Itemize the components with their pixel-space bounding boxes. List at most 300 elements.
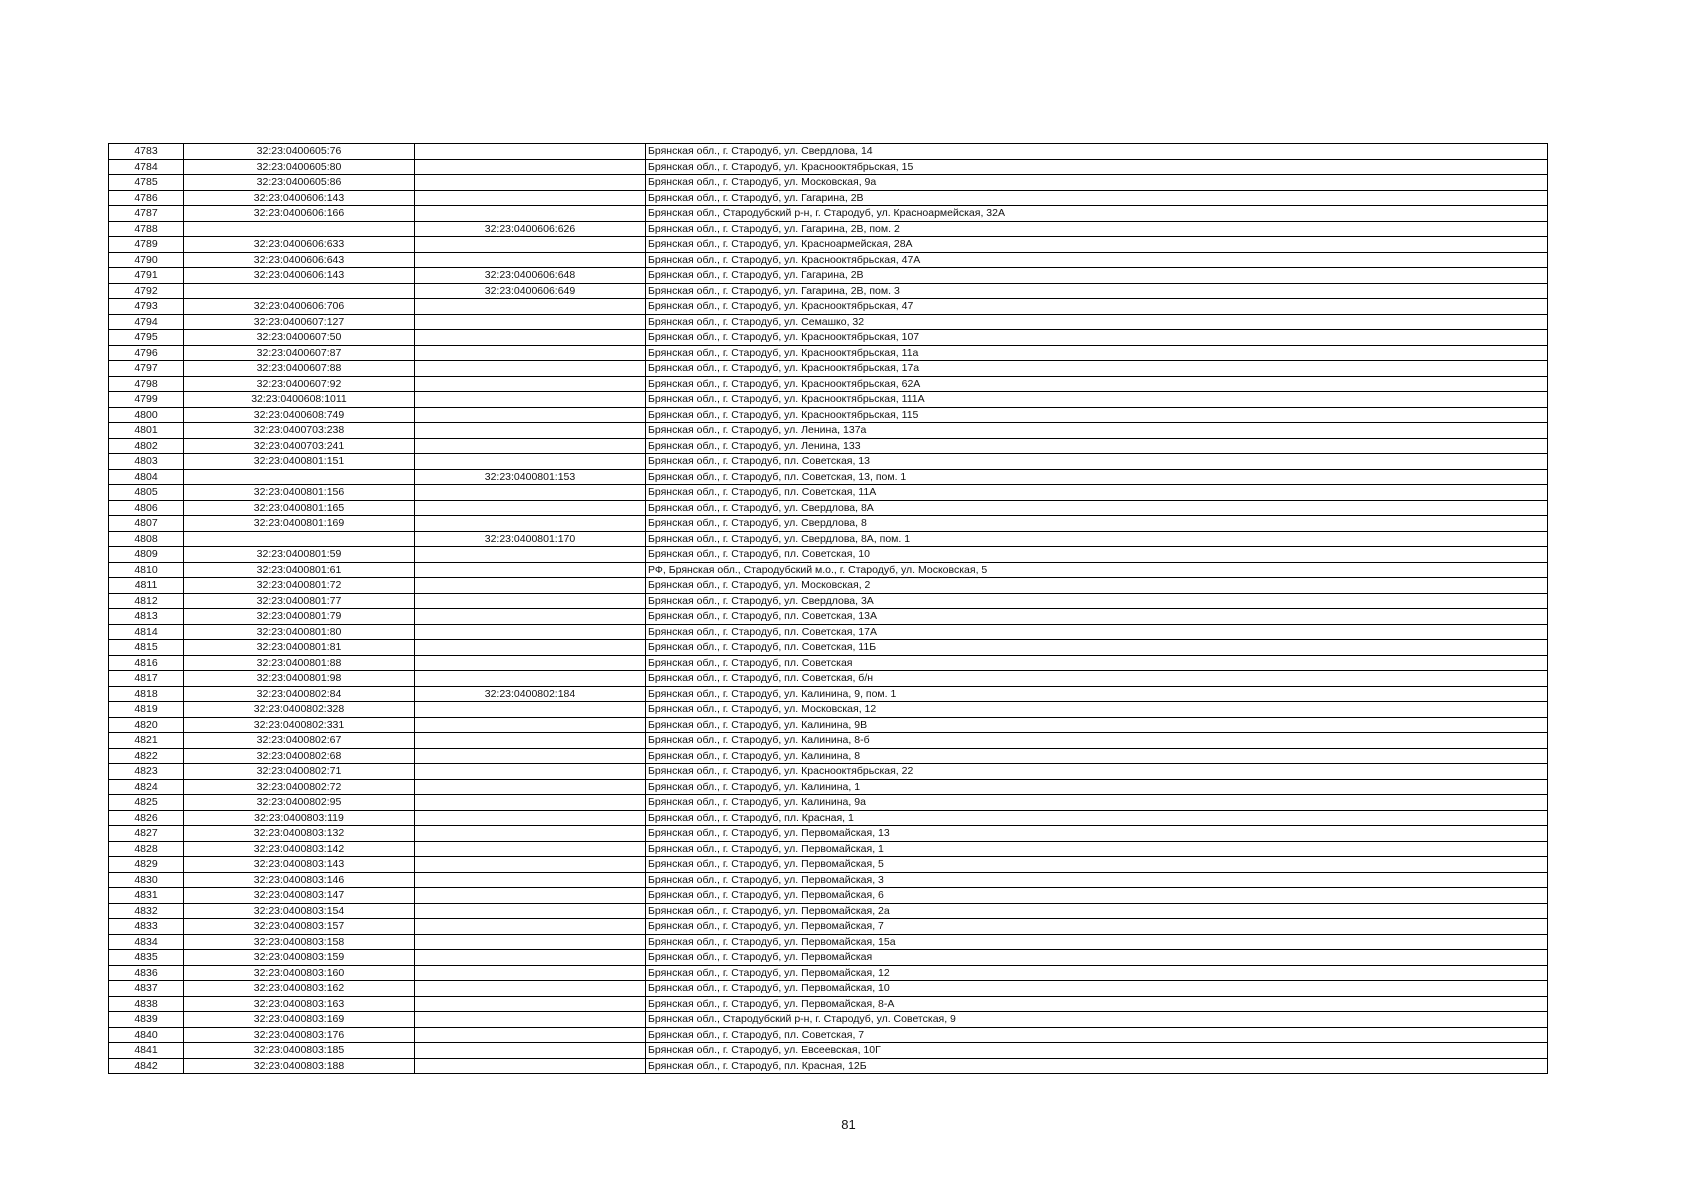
row-number-cell: 4834 — [109, 934, 184, 950]
address-cell: Брянская обл., г. Стародуб, ул. Красноармейская, 28А — [646, 237, 1548, 253]
row-number-cell: 4824 — [109, 779, 184, 795]
premises-cadastral-number-cell — [415, 748, 646, 764]
table-row — [109, 516, 1548, 532]
address-cell: Брянская обл., г. Стародуб, ул. Первомайская, 2а — [646, 903, 1548, 919]
row-number-cell: 4818 — [109, 686, 184, 702]
row-number-cell: 4840 — [109, 1027, 184, 1043]
premises-cadastral-number-cell — [415, 826, 646, 842]
premises-cadastral-number-cell — [415, 1012, 646, 1028]
premises-cadastral-number-cell — [415, 717, 646, 733]
cadastral-number-cell: 32:23:0400803:163 — [184, 996, 415, 1012]
address-cell: Брянская обл., г. Стародуб, ул. Свердлова, 8А, пом. 1 — [646, 531, 1548, 547]
table-row — [109, 454, 1548, 470]
cadastral-number-cell: 32:23:0400607:87 — [184, 345, 415, 361]
table-row — [109, 624, 1548, 640]
row-number-cell: 4808 — [109, 531, 184, 547]
row-number-cell: 4791 — [109, 268, 184, 284]
cadastral-number-cell: 32:23:0400605:76 — [184, 144, 415, 160]
address-cell: Брянская обл., г. Стародуб, ул. Краснооктябрьская, 115 — [646, 407, 1548, 423]
table-row — [109, 469, 1548, 485]
table-row — [109, 361, 1548, 377]
address-cell: Брянская обл., г. Стародуб, ул. Калинина, 9В — [646, 717, 1548, 733]
cadastral-number-cell: 32:23:0400802:331 — [184, 717, 415, 733]
premises-cadastral-number-cell — [415, 407, 646, 423]
table-row — [109, 500, 1548, 516]
row-number-cell: 4839 — [109, 1012, 184, 1028]
row-number-cell: 4794 — [109, 314, 184, 330]
table-row — [109, 655, 1548, 671]
premises-cadastral-number-cell — [415, 702, 646, 718]
address-cell: Брянская обл., г. Стародуб, ул. Краснооктябрьская, 47А — [646, 252, 1548, 268]
row-number-cell: 4820 — [109, 717, 184, 733]
address-cell: Брянская обл., г. Стародуб, ул. Московская, 9а — [646, 175, 1548, 191]
address-cell: Брянская обл., г. Стародуб, ул. Первомайская, 3 — [646, 872, 1548, 888]
premises-cadastral-number-cell — [415, 655, 646, 671]
premises-cadastral-number-cell — [415, 392, 646, 408]
cadastral-number-cell: 32:23:0400803:143 — [184, 857, 415, 873]
address-cell: Брянская обл., г. Стародуб, ул. Гагарина, 2В, пом. 3 — [646, 283, 1548, 299]
table-row — [109, 190, 1548, 206]
row-number-cell: 4783 — [109, 144, 184, 160]
address-cell: Брянская обл., г. Стародуб, пл. Советская, 13, пом. 1 — [646, 469, 1548, 485]
table-row — [109, 392, 1548, 408]
cadastral-number-cell: 32:23:0400606:633 — [184, 237, 415, 253]
premises-cadastral-number-cell — [415, 965, 646, 981]
table-row — [109, 252, 1548, 268]
table-row — [109, 593, 1548, 609]
address-cell: Брянская обл., г. Стародуб, ул. Гагарина, 2В — [646, 268, 1548, 284]
premises-cadastral-number-cell — [415, 841, 646, 857]
row-number-cell: 4822 — [109, 748, 184, 764]
premises-cadastral-number-cell — [415, 330, 646, 346]
address-cell: Брянская обл., г. Стародуб, ул. Первомайская, 1 — [646, 841, 1548, 857]
table-row — [109, 841, 1548, 857]
table-row — [109, 438, 1548, 454]
cadastral-number-cell: 32:23:0400803:158 — [184, 934, 415, 950]
premises-cadastral-number-cell — [415, 640, 646, 656]
cadastral-number-cell: 32:23:0400606:643 — [184, 252, 415, 268]
cadastral-number-cell: 32:23:0400803:132 — [184, 826, 415, 842]
premises-cadastral-number-cell: 32:23:0400606:648 — [415, 268, 646, 284]
address-cell: РФ, Брянская обл., Стародубский м.о., г. Стародуб, ул. Московская, 5 — [646, 562, 1548, 578]
cadastral-number-cell: 32:23:0400802:72 — [184, 779, 415, 795]
address-cell: Брянская обл., г. Стародуб, пл. Советская — [646, 655, 1548, 671]
cadastral-number-cell: 32:23:0400802:71 — [184, 764, 415, 780]
cadastral-number-cell: 32:23:0400802:67 — [184, 733, 415, 749]
table-row — [109, 810, 1548, 826]
address-cell: Брянская обл., г. Стародуб, ул. Свердлова, 8 — [646, 516, 1548, 532]
row-number-cell: 4789 — [109, 237, 184, 253]
row-number-cell: 4825 — [109, 795, 184, 811]
address-cell: Брянская обл., г. Стародуб, пл. Советская, 13 — [646, 454, 1548, 470]
cadastral-number-cell — [184, 469, 415, 485]
row-number-cell: 4802 — [109, 438, 184, 454]
row-number-cell: 4798 — [109, 376, 184, 392]
cadastral-number-cell: 32:23:0400608:1011 — [184, 392, 415, 408]
table-row — [109, 609, 1548, 625]
row-number-cell: 4792 — [109, 283, 184, 299]
row-number-cell: 4810 — [109, 562, 184, 578]
table-row — [109, 159, 1548, 175]
address-cell: Брянская обл., г. Стародуб, ул. Гагарина, 2В — [646, 190, 1548, 206]
cadastral-number-cell: 32:23:0400801:98 — [184, 671, 415, 687]
address-cell: Брянская обл., г. Стародуб, ул. Евсеевская, 10Г — [646, 1043, 1548, 1059]
premises-cadastral-number-cell — [415, 934, 646, 950]
address-cell: Брянская обл., г. Стародуб, ул. Краснооктябрьская, 107 — [646, 330, 1548, 346]
row-number-cell: 4816 — [109, 655, 184, 671]
address-cell: Брянская обл., г. Стародуб, ул. Семашко, 32 — [646, 314, 1548, 330]
address-cell: Брянская обл., г. Стародуб, ул. Гагарина, 2В, пом. 2 — [646, 221, 1548, 237]
premises-cadastral-number-cell — [415, 795, 646, 811]
table-row — [109, 206, 1548, 222]
row-number-cell: 4831 — [109, 888, 184, 904]
row-number-cell: 4830 — [109, 872, 184, 888]
premises-cadastral-number-cell — [415, 810, 646, 826]
cadastral-number-cell: 32:23:0400607:92 — [184, 376, 415, 392]
premises-cadastral-number-cell — [415, 438, 646, 454]
premises-cadastral-number-cell — [415, 454, 646, 470]
row-number-cell: 4841 — [109, 1043, 184, 1059]
premises-cadastral-number-cell: 32:23:0400802:184 — [415, 686, 646, 702]
cadastral-number-cell: 32:23:0400605:86 — [184, 175, 415, 191]
address-cell: Брянская обл., г. Стародуб, ул. Свердлова, 14 — [646, 144, 1548, 160]
address-cell: Брянская обл., г. Стародуб, ул. Ленина, 137а — [646, 423, 1548, 439]
table-row — [109, 299, 1548, 315]
row-number-cell: 4787 — [109, 206, 184, 222]
premises-cadastral-number-cell — [415, 578, 646, 594]
row-number-cell: 4793 — [109, 299, 184, 315]
premises-cadastral-number-cell — [415, 252, 646, 268]
cadastral-number-cell: 32:23:0400801:77 — [184, 593, 415, 609]
address-cell: Брянская обл., г. Стародуб, ул. Краснооктябрьская, 111А — [646, 392, 1548, 408]
premises-cadastral-number-cell — [415, 237, 646, 253]
premises-cadastral-number-cell — [415, 299, 646, 315]
row-number-cell: 4811 — [109, 578, 184, 594]
cadastral-number-cell: 32:23:0400803:162 — [184, 981, 415, 997]
premises-cadastral-number-cell: 32:23:0400801:153 — [415, 469, 646, 485]
row-number-cell: 4786 — [109, 190, 184, 206]
row-number-cell: 4812 — [109, 593, 184, 609]
address-cell: Брянская обл., г. Стародуб, ул. Краснооктябрьская, 47 — [646, 299, 1548, 315]
row-number-cell: 4788 — [109, 221, 184, 237]
row-number-cell: 4795 — [109, 330, 184, 346]
premises-cadastral-number-cell — [415, 593, 646, 609]
cadastral-number-cell: 32:23:0400803:159 — [184, 950, 415, 966]
premises-cadastral-number-cell — [415, 562, 646, 578]
table-row — [109, 330, 1548, 346]
premises-cadastral-number-cell — [415, 314, 646, 330]
premises-cadastral-number-cell — [415, 547, 646, 563]
row-number-cell: 4805 — [109, 485, 184, 501]
premises-cadastral-number-cell — [415, 779, 646, 795]
premises-cadastral-number-cell — [415, 190, 646, 206]
table-row — [109, 764, 1548, 780]
table-row — [109, 485, 1548, 501]
premises-cadastral-number-cell — [415, 671, 646, 687]
row-number-cell: 4842 — [109, 1058, 184, 1074]
address-cell: Брянская обл., г. Стародуб, ул. Свердлова, 8А — [646, 500, 1548, 516]
cadastral-number-cell: 32:23:0400803:142 — [184, 841, 415, 857]
table-row — [109, 671, 1548, 687]
table-row — [109, 779, 1548, 795]
premises-cadastral-number-cell: 32:23:0400606:626 — [415, 221, 646, 237]
premises-cadastral-number-cell — [415, 1058, 646, 1074]
premises-cadastral-number-cell — [415, 981, 646, 997]
address-cell: Брянская обл., г. Стародуб, ул. Московская, 12 — [646, 702, 1548, 718]
premises-cadastral-number-cell — [415, 361, 646, 377]
row-number-cell: 4785 — [109, 175, 184, 191]
cadastral-number-cell: 32:23:0400802:328 — [184, 702, 415, 718]
cadastral-number-cell: 32:23:0400803:147 — [184, 888, 415, 904]
row-number-cell: 4799 — [109, 392, 184, 408]
premises-cadastral-number-cell — [415, 423, 646, 439]
premises-cadastral-number-cell — [415, 888, 646, 904]
cadastral-number-cell: 32:23:0400801:88 — [184, 655, 415, 671]
premises-cadastral-number-cell — [415, 144, 646, 160]
cadastral-number-cell: 32:23:0400801:169 — [184, 516, 415, 532]
premises-cadastral-number-cell — [415, 175, 646, 191]
row-number-cell: 4809 — [109, 547, 184, 563]
address-cell: Брянская обл., г. Стародуб, пл. Советская, 17А — [646, 624, 1548, 640]
premises-cadastral-number-cell — [415, 376, 646, 392]
cadastral-number-cell: 32:23:0400803:154 — [184, 903, 415, 919]
premises-cadastral-number-cell — [415, 206, 646, 222]
row-number-cell: 4836 — [109, 965, 184, 981]
cadastral-number-cell: 32:23:0400801:79 — [184, 609, 415, 625]
cadastral-number-cell: 32:23:0400608:749 — [184, 407, 415, 423]
table-row — [109, 1027, 1548, 1043]
premises-cadastral-number-cell — [415, 733, 646, 749]
address-cell: Брянская обл., г. Стародуб, ул. Краснооктябрьская, 15 — [646, 159, 1548, 175]
cadastral-number-cell: 32:23:0400801:80 — [184, 624, 415, 640]
premises-cadastral-number-cell — [415, 624, 646, 640]
row-number-cell: 4797 — [109, 361, 184, 377]
address-cell: Брянская обл., г. Стародуб, пл. Советская, 10 — [646, 547, 1548, 563]
table-row — [109, 733, 1548, 749]
premises-cadastral-number-cell: 32:23:0400801:170 — [415, 531, 646, 547]
table-row — [109, 407, 1548, 423]
row-number-cell: 4826 — [109, 810, 184, 826]
row-number-cell: 4835 — [109, 950, 184, 966]
row-number-cell: 4790 — [109, 252, 184, 268]
row-number-cell: 4804 — [109, 469, 184, 485]
premises-cadastral-number-cell — [415, 1027, 646, 1043]
address-cell: Брянская обл., г. Стародуб, ул. Краснооктябрьская, 22 — [646, 764, 1548, 780]
address-cell: Брянская обл., г. Стародуб, ул. Первомайская, 6 — [646, 888, 1548, 904]
table-row — [109, 826, 1548, 842]
table-row — [109, 795, 1548, 811]
cadastral-number-cell: 32:23:0400801:72 — [184, 578, 415, 594]
registry-table-body — [109, 144, 1548, 1074]
premises-cadastral-number-cell — [415, 919, 646, 935]
row-number-cell: 4806 — [109, 500, 184, 516]
cadastral-number-cell: 32:23:0400802:68 — [184, 748, 415, 764]
cadastral-number-cell: 32:23:0400801:151 — [184, 454, 415, 470]
row-number-cell: 4821 — [109, 733, 184, 749]
cadastral-number-cell: 32:23:0400801:156 — [184, 485, 415, 501]
table-row — [109, 903, 1548, 919]
cadastral-number-cell: 32:23:0400803:160 — [184, 965, 415, 981]
cadastral-number-cell: 32:23:0400606:166 — [184, 206, 415, 222]
table-row — [109, 221, 1548, 237]
cadastral-number-cell: 32:23:0400801:61 — [184, 562, 415, 578]
page-number: 81 — [841, 1117, 856, 1132]
table-row — [109, 919, 1548, 935]
table-row — [109, 237, 1548, 253]
row-number-cell: 4828 — [109, 841, 184, 857]
cadastral-number-cell: 32:23:0400703:241 — [184, 438, 415, 454]
address-cell: Брянская обл., г. Стародуб, ул. Краснооктябрьская, 11а — [646, 345, 1548, 361]
table-row — [109, 1043, 1548, 1059]
row-number-cell: 4827 — [109, 826, 184, 842]
row-number-cell: 4837 — [109, 981, 184, 997]
premises-cadastral-number-cell — [415, 345, 646, 361]
cadastral-number-cell: 32:23:0400803:119 — [184, 810, 415, 826]
address-cell: Брянская обл., Стародубский р-н, г. Стародуб, ул. Красноармейская, 32А — [646, 206, 1548, 222]
address-cell: Брянская обл., г. Стародуб, ул. Первомайская, 5 — [646, 857, 1548, 873]
table-row — [109, 175, 1548, 191]
address-cell: Брянская обл., г. Стародуб, ул. Калинина, 1 — [646, 779, 1548, 795]
row-number-cell: 4832 — [109, 903, 184, 919]
address-cell: Брянская обл., г. Стародуб, ул. Калинина, 9, пом. 1 — [646, 686, 1548, 702]
cadastral-number-cell: 32:23:0400607:50 — [184, 330, 415, 346]
table-row — [109, 950, 1548, 966]
table-row — [109, 1058, 1548, 1074]
row-number-cell: 4784 — [109, 159, 184, 175]
row-number-cell: 4813 — [109, 609, 184, 625]
premises-cadastral-number-cell: 32:23:0400606:649 — [415, 283, 646, 299]
address-cell: Брянская обл., г. Стародуб, ул. Краснооктябрьская, 17а — [646, 361, 1548, 377]
table-row — [109, 872, 1548, 888]
address-cell: Брянская обл., г. Стародуб, пл. Советская, б/н — [646, 671, 1548, 687]
cadastral-number-cell: 32:23:0400803:169 — [184, 1012, 415, 1028]
address-cell: Брянская обл., г. Стародуб, ул. Ленина, 133 — [646, 438, 1548, 454]
cadastral-number-cell: 32:23:0400801:165 — [184, 500, 415, 516]
cadastral-number-cell: 32:23:0400607:127 — [184, 314, 415, 330]
cadastral-number-cell: 32:23:0400803:188 — [184, 1058, 415, 1074]
row-number-cell: 4833 — [109, 919, 184, 935]
address-cell: Брянская обл., г. Стародуб, ул. Первомайская, 7 — [646, 919, 1548, 935]
row-number-cell: 4819 — [109, 702, 184, 718]
cadastral-number-cell — [184, 531, 415, 547]
address-cell: Брянская обл., г. Стародуб, пл. Красная, 12Б — [646, 1058, 1548, 1074]
row-number-cell: 4814 — [109, 624, 184, 640]
table-row — [109, 717, 1548, 733]
address-cell: Брянская обл., г. Стародуб, ул. Первомайская, 12 — [646, 965, 1548, 981]
cadastral-number-cell: 32:23:0400803:146 — [184, 872, 415, 888]
cadastral-number-cell: 32:23:0400803:157 — [184, 919, 415, 935]
address-cell: Брянская обл., г. Стародуб, ул. Калинина, 9а — [646, 795, 1548, 811]
table-row — [109, 1012, 1548, 1028]
row-number-cell: 4817 — [109, 671, 184, 687]
table-row — [109, 562, 1548, 578]
cadastral-number-cell: 32:23:0400803:185 — [184, 1043, 415, 1059]
address-cell: Брянская обл., г. Стародуб, ул. Первомайская, 13 — [646, 826, 1548, 842]
table-row — [109, 578, 1548, 594]
cadastral-number-cell: 32:23:0400703:238 — [184, 423, 415, 439]
table-row — [109, 314, 1548, 330]
cadastral-number-cell: 32:23:0400606:143 — [184, 190, 415, 206]
premises-cadastral-number-cell — [415, 609, 646, 625]
address-cell: Брянская обл., г. Стародуб, ул. Первомайская, 15а — [646, 934, 1548, 950]
address-cell: Брянская обл., г. Стародуб, ул. Калинина, 8 — [646, 748, 1548, 764]
table-row — [109, 965, 1548, 981]
row-number-cell: 4801 — [109, 423, 184, 439]
premises-cadastral-number-cell — [415, 857, 646, 873]
premises-cadastral-number-cell — [415, 996, 646, 1012]
table-row — [109, 981, 1548, 997]
premises-cadastral-number-cell — [415, 903, 646, 919]
cadastral-number-cell: 32:23:0400803:176 — [184, 1027, 415, 1043]
address-cell: Брянская обл., г. Стародуб, ул. Первомайская — [646, 950, 1548, 966]
address-cell: Брянская обл., г. Стародуб, пл. Красная, 1 — [646, 810, 1548, 826]
row-number-cell: 4838 — [109, 996, 184, 1012]
address-cell: Брянская обл., г. Стародуб, ул. Калинина, 8-б — [646, 733, 1548, 749]
cadastral-number-cell: 32:23:0400802:95 — [184, 795, 415, 811]
premises-cadastral-number-cell — [415, 516, 646, 532]
premises-cadastral-number-cell — [415, 1043, 646, 1059]
registry-table — [108, 143, 1548, 1074]
row-number-cell: 4800 — [109, 407, 184, 423]
cadastral-number-cell: 32:23:0400801:59 — [184, 547, 415, 563]
table-row — [109, 531, 1548, 547]
address-cell: Брянская обл., г. Стародуб, ул. Первомайская, 10 — [646, 981, 1548, 997]
premises-cadastral-number-cell — [415, 764, 646, 780]
cadastral-number-cell: 32:23:0400605:80 — [184, 159, 415, 175]
table-row — [109, 547, 1548, 563]
address-cell: Брянская обл., г. Стародуб, пл. Советская, 11Б — [646, 640, 1548, 656]
table-row — [109, 376, 1548, 392]
cadastral-number-cell — [184, 283, 415, 299]
table-row — [109, 144, 1548, 160]
table-row — [109, 888, 1548, 904]
table-row — [109, 423, 1548, 439]
table-row — [109, 934, 1548, 950]
row-number-cell: 4796 — [109, 345, 184, 361]
table-row — [109, 996, 1548, 1012]
cadastral-number-cell: 32:23:0400802:84 — [184, 686, 415, 702]
premises-cadastral-number-cell — [415, 159, 646, 175]
row-number-cell: 4823 — [109, 764, 184, 780]
cadastral-number-cell: 32:23:0400801:81 — [184, 640, 415, 656]
premises-cadastral-number-cell — [415, 485, 646, 501]
table-row — [109, 640, 1548, 656]
address-cell: Брянская обл., г. Стародуб, пл. Советская, 13А — [646, 609, 1548, 625]
cadastral-number-cell: 32:23:0400607:88 — [184, 361, 415, 377]
cadastral-number-cell: 32:23:0400606:143 — [184, 268, 415, 284]
row-number-cell: 4803 — [109, 454, 184, 470]
address-cell: Брянская обл., г. Стародуб, ул. Первомайская, 8-А — [646, 996, 1548, 1012]
premises-cadastral-number-cell — [415, 872, 646, 888]
address-cell: Брянская обл., г. Стародуб, пл. Советская, 11А — [646, 485, 1548, 501]
premises-cadastral-number-cell — [415, 950, 646, 966]
table-row — [109, 857, 1548, 873]
table-row — [109, 686, 1548, 702]
address-cell: Брянская обл., Стародубский р-н, г. Стародуб, ул. Советская, 9 — [646, 1012, 1548, 1028]
table-row — [109, 268, 1548, 284]
premises-cadastral-number-cell — [415, 500, 646, 516]
row-number-cell: 4829 — [109, 857, 184, 873]
table-row — [109, 283, 1548, 299]
address-cell: Брянская обл., г. Стародуб, пл. Советская, 7 — [646, 1027, 1548, 1043]
table-row — [109, 345, 1548, 361]
cadastral-number-cell — [184, 221, 415, 237]
table-row — [109, 748, 1548, 764]
table-row — [109, 702, 1548, 718]
cadastral-number-cell: 32:23:0400606:706 — [184, 299, 415, 315]
row-number-cell: 4815 — [109, 640, 184, 656]
address-cell: Брянская обл., г. Стародуб, ул. Свердлова, 3А — [646, 593, 1548, 609]
